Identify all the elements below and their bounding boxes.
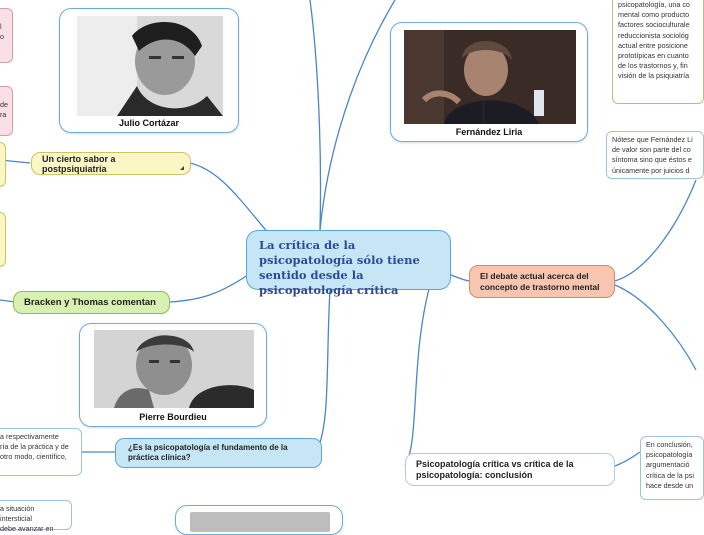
- note-left-lower: [0, 428, 82, 476]
- note-left-top-2: [0, 86, 13, 136]
- image-card-bottom[interactable]: [175, 505, 343, 535]
- note-line: ría de la práctica y de: [0, 442, 69, 452]
- liria-caption: Fernández Liria: [455, 127, 523, 137]
- note-line: visión de la psiquiatría: [618, 71, 690, 81]
- note-left-yellow-1: [0, 142, 6, 187]
- note-line: hace desde un: [646, 480, 694, 490]
- note-line: de valor son parte del co: [612, 145, 691, 155]
- node-debate-trastorno[interactable]: [469, 265, 615, 298]
- bottom-photo: [190, 512, 330, 532]
- note-line: En conclusión,: [646, 440, 693, 449]
- note-line: Nótese que Fernández Li: [612, 135, 693, 144]
- note-line: psicopatología: [646, 450, 693, 460]
- note-line: síntoma sino que éstos e: [612, 155, 692, 165]
- image-card-bourdieu[interactable]: [79, 323, 267, 427]
- note-line: de los trastornos y, fin: [618, 61, 688, 71]
- note-line: factores socioculturale: [618, 20, 690, 30]
- note-line: psicopatología, una co: [618, 0, 690, 9]
- note-notese: [606, 131, 704, 179]
- node-conclusion-label: Psicopatología crítica vs crítica de la psicopatología: conclusión: [416, 458, 574, 480]
- collapse-indicator-icon[interactable]: [180, 166, 184, 170]
- node-postpsiquiatria-label: Un cierto sabor a postpsiquiatría: [42, 153, 116, 174]
- node-bracken-thomas-label: Bracken y Thomas comentan: [24, 297, 156, 308]
- note-line: otro modo, científico,: [0, 452, 67, 462]
- central-topic[interactable]: [246, 230, 451, 297]
- note-line: l: [0, 22, 2, 31]
- note-left-top-1: [0, 8, 13, 63]
- note-line: reduccionista sociológ: [618, 30, 689, 40]
- note-line: mental como producto: [618, 10, 690, 20]
- node-debate-trastorno-label: El debate actual acerca del concepto de trastorno mental: [480, 270, 600, 292]
- note-line: únicamente por juicios d: [612, 165, 690, 175]
- cortazar-photo: [77, 16, 223, 116]
- node-postpsiquiatria[interactable]: [31, 152, 191, 175]
- note-top-right: [612, 0, 704, 104]
- note-line: debe avanzar en: [0, 524, 54, 534]
- note-line: argumentació: [646, 460, 690, 470]
- node-fundamento[interactable]: [115, 438, 322, 468]
- note-line: de: [0, 100, 8, 109]
- note-left-yellow-2: [0, 212, 6, 267]
- note-line: o: [0, 32, 4, 42]
- note-line: crítica de la psi: [646, 470, 694, 480]
- liria-photo: [404, 30, 576, 124]
- central-topic-label: La crítica de la psicopatología sólo tiene sentido desde la psicopatología crítica: [259, 238, 420, 297]
- note-conclusion: [640, 436, 704, 500]
- cortazar-caption: Julio Cortázar: [118, 118, 179, 128]
- image-card-cortazar[interactable]: [59, 8, 239, 133]
- node-conclusion[interactable]: [405, 453, 615, 486]
- bourdieu-caption: Pierre Bourdieu: [139, 412, 207, 422]
- node-bracken-thomas[interactable]: [13, 291, 170, 314]
- note-line: a respectivamente: [0, 432, 59, 441]
- note-line: prototípicas en cuanto: [618, 51, 689, 61]
- note-line: a situación intersticial: [0, 504, 35, 524]
- node-fundamento-label: ¿Es la psicopatología el fundamento de la práctica clínica?: [128, 443, 288, 462]
- note-line: ra: [0, 110, 7, 120]
- note-left-bottom: [0, 500, 72, 534]
- bourdieu-photo: [94, 330, 254, 408]
- image-card-liria[interactable]: [390, 22, 588, 142]
- note-line: actual entre posicione: [618, 40, 688, 50]
